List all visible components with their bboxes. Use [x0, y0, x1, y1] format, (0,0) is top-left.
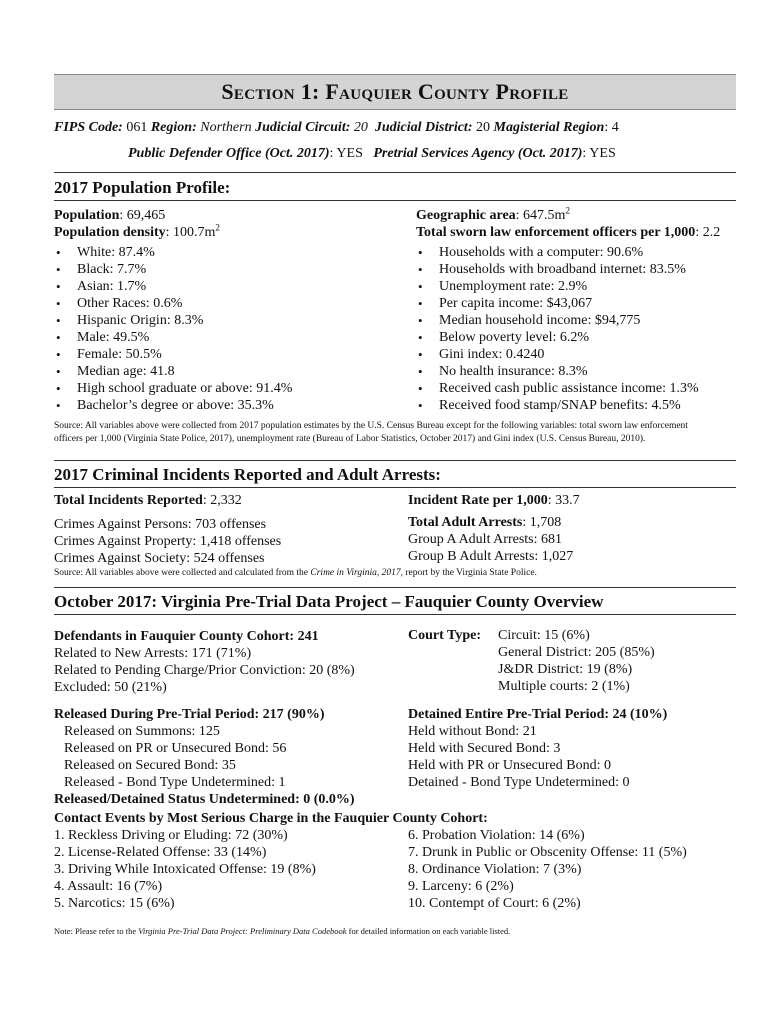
- list-item: Group B Adult Arrests: 1,027: [408, 549, 574, 564]
- list-item: 7. Drunk in Public or Obscenity Offense: 11 (5%): [408, 845, 687, 860]
- fips-value: 061: [126, 120, 148, 135]
- list-item: Released on Summons: 125: [64, 724, 220, 739]
- list-item: • Bachelor’s degree or above: 35.3%: [54, 397, 292, 414]
- fips-label: FIPS Code:: [54, 120, 123, 135]
- detained-block: [408, 706, 667, 791]
- list-item: Crimes Against Society: 524 offenses: [54, 551, 265, 566]
- list-item: Crimes Against Persons: 703 offenses: [54, 517, 267, 532]
- population-heading: 2017 Population Profile:: [54, 178, 231, 197]
- region-label: Region:: [150, 120, 197, 135]
- list-item: 5. Narcotics: 15 (6%): [54, 896, 175, 911]
- list-item: Related to New Arrests: 171 (71%): [54, 646, 252, 661]
- list-item: • Black: 7.7%: [54, 261, 292, 278]
- contact-events-list-right: [408, 827, 687, 912]
- incident-rate-value: : 33.7: [547, 493, 580, 508]
- list-item: Group A Adult Arrests: 681: [408, 532, 563, 547]
- total-arrests-row: [408, 514, 573, 531]
- population-source-note: [54, 420, 736, 445]
- pdo-value: : YES: [329, 146, 363, 161]
- list-item: • High school graduate or above: 91.4%: [54, 380, 292, 397]
- density-superscript: 2: [215, 222, 220, 233]
- list-item: • Other Races: 0.6%: [54, 295, 292, 312]
- list-item: Held with PR or Unsecured Bond: 0: [408, 758, 611, 773]
- list-item: 10. Contempt of Court: 6 (2%): [408, 896, 581, 911]
- total-arrests-label: Total Adult Arrests: [408, 515, 523, 530]
- pdo-label: Public Defender Office (Oct. 2017): [128, 146, 330, 161]
- crime-source-note: [54, 567, 537, 580]
- list-item: • Received cash public assistance income: 1.3%: [416, 380, 699, 397]
- list-item: 3. Driving While Intoxicated Offense: 19 (8%): [54, 862, 316, 877]
- cohort-label: Defendants in Fauquier County Cohort: 241: [54, 629, 319, 644]
- list-item: Related to Pending Charge/Prior Conviction: 20 (8%): [54, 663, 355, 678]
- magisterial-label: Magisterial Region: [493, 120, 605, 135]
- county-services-line: [128, 145, 616, 162]
- officers-row: [416, 224, 720, 241]
- population-row: [54, 207, 165, 224]
- detained-label: Detained Entire Pre-Trial Period: 24 (10%): [408, 707, 668, 722]
- list-item: 1. Reckless Driving or Eluding: 72 (30%): [54, 828, 288, 843]
- court-type-list: [498, 627, 655, 695]
- contact-events-list-left: [54, 827, 316, 912]
- divider: [54, 587, 736, 588]
- section-title-bar: [54, 74, 736, 110]
- undetermined-label: Released/Detained Status Undetermined: 0 (0.0%): [54, 792, 355, 807]
- population-label: Population: [54, 208, 120, 223]
- list-item: • Median age: 41.8: [54, 363, 292, 380]
- note-text: Note: Please refer to the: [54, 926, 139, 936]
- list-item: • Received food stamp/SNAP benefits: 4.5%: [416, 397, 699, 414]
- officers-value: : 2.2: [695, 225, 721, 240]
- geo-area-row: [416, 207, 570, 224]
- list-item: Multiple courts: 2 (1%): [498, 679, 630, 694]
- contact-events-label: Contact Events by Most Serious Charge in the Fauquier County Cohort:: [54, 811, 488, 826]
- district-label: Judicial District:: [374, 120, 473, 135]
- list-item: Held with Secured Bond: 3: [408, 741, 561, 756]
- incident-rate-row: [408, 492, 580, 509]
- list-item: Released on PR or Unsecured Bond: 56: [64, 741, 287, 756]
- list-item: 8. Ordinance Violation: 7 (3%): [408, 862, 582, 877]
- list-item: • Female: 50.5%: [54, 346, 292, 363]
- crimes-list: [54, 516, 281, 567]
- total-arrests-value: : 1,708: [522, 515, 562, 530]
- list-item: • Gini index: 0.4240: [416, 346, 699, 363]
- released-label: Released During Pre-Trial Period: 217 (90%): [54, 707, 325, 722]
- population-value: : 69,465: [119, 208, 166, 223]
- court-type-label: Court Type:: [408, 628, 481, 643]
- divider: [54, 487, 736, 488]
- total-incidents-label: Total Incidents Reported: [54, 493, 203, 508]
- total-incidents-row: [54, 492, 242, 509]
- source-line: officers per 1,000 (Virginia State Police, 2017), unemployment rate (Bureau of Labor Statistics, October 2017) and Gini index (U.S. Census Bureau, 2010).: [54, 433, 646, 444]
- demographics-list: [54, 244, 292, 414]
- source-text: , report by the Virginia State Police.: [400, 568, 537, 578]
- list-item: • Asian: 1.7%: [54, 278, 292, 295]
- list-item: J&DR District: 19 (8%): [498, 662, 633, 677]
- geo-area-label: Geographic area: [416, 208, 516, 223]
- list-item: 9. Larceny: 6 (2%): [408, 879, 514, 894]
- list-item: 4. Assault: 16 (7%): [54, 879, 163, 894]
- list-item: Circuit: 15 (6%): [498, 628, 590, 643]
- list-item: • Male: 49.5%: [54, 329, 292, 346]
- list-item: Released on Secured Bond: 35: [64, 758, 236, 773]
- list-item: • Unemployment rate: 2.9%: [416, 278, 699, 295]
- list-item: 6. Probation Violation: 14 (6%): [408, 828, 585, 843]
- divider: [54, 460, 736, 461]
- pretrial-heading: October 2017: Virginia Pre-Trial Data Project – Fauquier County Overview: [54, 592, 604, 611]
- county-codes-line: [54, 119, 619, 136]
- economics-list: [416, 244, 699, 414]
- source-title: Crime in Virginia, 2017: [310, 568, 401, 578]
- list-item: • Households with broadband internet: 83.5%: [416, 261, 699, 278]
- list-item: • Median household income: $94,775: [416, 312, 699, 329]
- source-line: Source: All variables above were collected from 2017 population estimates by the U.S. Census Bureau except for the following variables: total sworn law enforcement: [54, 421, 688, 431]
- list-item: Released - Bond Type Undetermined: 1: [64, 775, 286, 790]
- list-item: • White: 87.4%: [54, 244, 292, 261]
- total-incidents-value: : 2,332: [202, 493, 242, 508]
- list-item: Detained - Bond Type Undetermined: 0: [408, 775, 630, 790]
- note-title: Virginia Pre-Trial Data Project: Preliminary Data Codebook: [138, 926, 347, 936]
- circuit-value: 20: [353, 120, 368, 135]
- crime-heading: 2017 Criminal Incidents Reported and Adult Arrests:: [54, 465, 441, 484]
- page-title: Section 1: Fauquier County Profile: [221, 79, 569, 104]
- density-row: [54, 224, 220, 241]
- district-value: 20: [476, 120, 490, 135]
- density-label: Population density: [54, 225, 166, 240]
- circuit-label: Judicial Circuit:: [255, 120, 351, 135]
- psa-label: Pretrial Services Agency (Oct. 2017): [373, 146, 583, 161]
- arrests-list: [408, 514, 573, 565]
- magisterial-value: : 4: [604, 120, 619, 135]
- cohort-block: [54, 628, 355, 696]
- list-item: • Per capita income: $43,067: [416, 295, 699, 312]
- source-text: Source: All variables above were collected and calculated from the: [54, 568, 311, 578]
- region-value: Northern: [200, 120, 252, 135]
- list-item: • No health insurance: 8.3%: [416, 363, 699, 380]
- divider: [54, 614, 736, 615]
- geo-superscript: 2: [565, 205, 570, 216]
- divider: [54, 172, 736, 173]
- list-item: • Households with a computer: 90.6%: [416, 244, 699, 261]
- list-item: Excluded: 50 (21%): [54, 680, 167, 695]
- incident-rate-label: Incident Rate per 1,000: [408, 493, 548, 508]
- divider: [54, 200, 736, 201]
- list-item: 2. License-Related Offense: 33 (14%): [54, 845, 267, 860]
- list-item: • Below poverty level: 6.2%: [416, 329, 699, 346]
- psa-value: : YES: [582, 146, 616, 161]
- list-item: Crimes Against Property: 1,418 offenses: [54, 534, 282, 549]
- codebook-note: [54, 925, 510, 938]
- note-text: for detailed information on each variable listed.: [346, 926, 511, 936]
- density-value: : 100.7m: [165, 225, 216, 240]
- list-item: General District: 205 (85%): [498, 645, 655, 660]
- geo-area-value: : 647.5m: [515, 208, 566, 223]
- list-item: Held without Bond: 21: [408, 724, 537, 739]
- list-item: • Hispanic Origin: 8.3%: [54, 312, 292, 329]
- officers-label: Total sworn law enforcement officers per 1,000: [416, 225, 696, 240]
- released-block: [54, 706, 355, 808]
